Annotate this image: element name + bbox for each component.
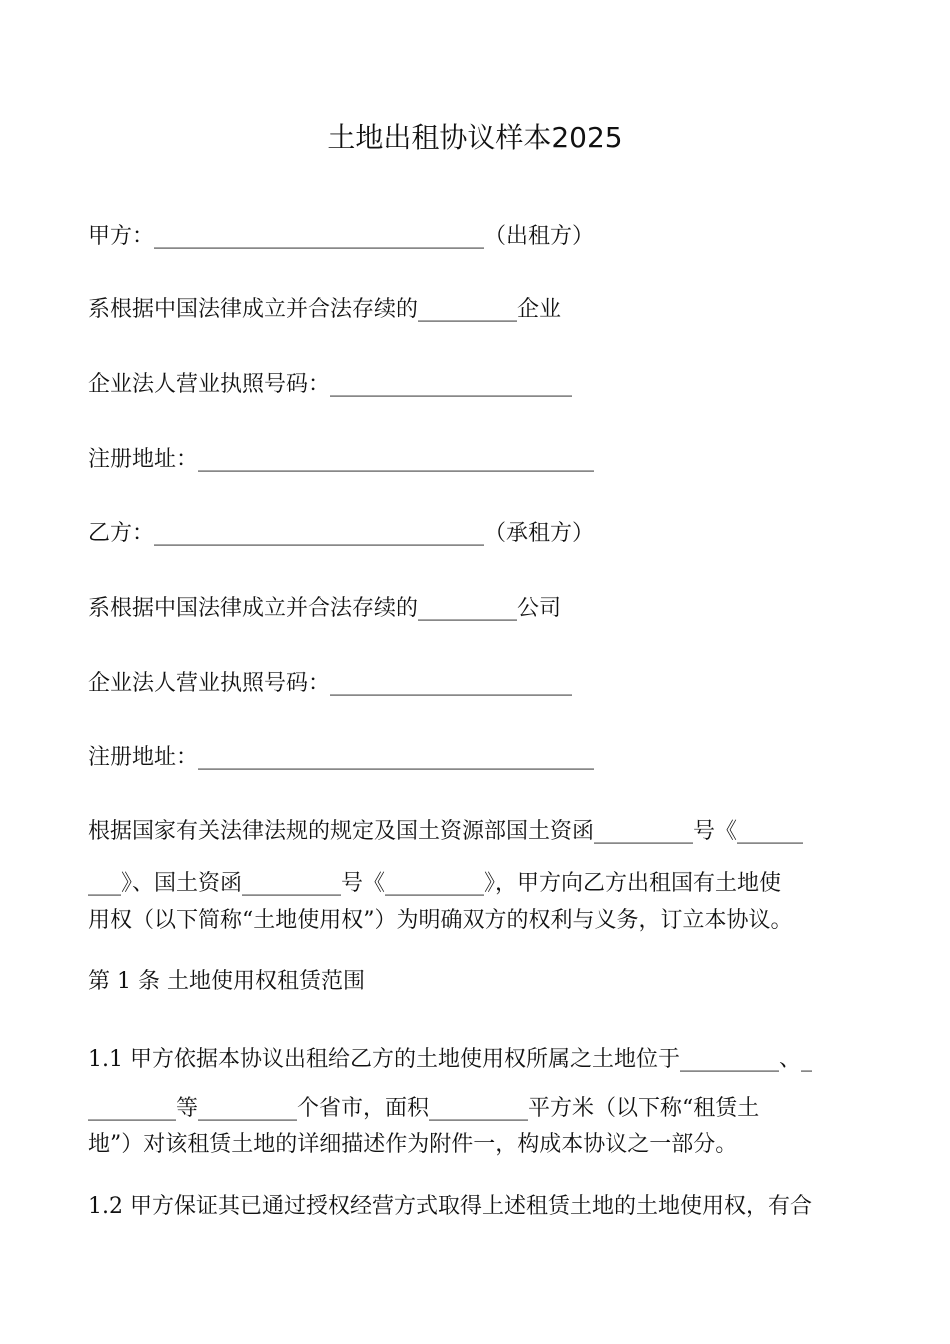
- clause-1-1-line-2: ________等_________个省市，面积_________平方米（以下称“租赁土: [88, 1096, 760, 1121]
- clause-1-1-line-1: 1.1 甲方依据本协议出租给乙方的土地使用权所属之土地位于_________、_: [88, 1047, 812, 1072]
- preamble-line-3: 用权（以下简称“土地使用权”）为明确双方的权利与义务，订立本协议。: [88, 908, 793, 933]
- party-a-enterprise-line: 系根据中国法律成立并合法存续的_________企业: [88, 297, 562, 322]
- party-b-company-line: 系根据中国法律成立并合法存续的_________公司: [88, 596, 562, 621]
- clause-1-2-line-1: 1.2 甲方保证其已通过授权经营方式取得上述租赁土地的土地使用权，有合: [88, 1194, 812, 1219]
- party-b-address-line: 注册地址：____________________________________: [88, 745, 595, 770]
- preamble-line-2: ___》、国土资函_________号《_________》，甲方向乙方出租国有土地使: [88, 871, 782, 896]
- party-a-line: 甲方：______________________________（出租方）: [88, 224, 595, 249]
- party-a-license-line: 企业法人营业执照号码：______________________: [88, 372, 573, 397]
- party-b-license-line: 企业法人营业执照号码：______________________: [88, 671, 573, 696]
- clause-1-1-line-3: 地”）对该租赁土地的详细描述作为附件一，构成本协议之一部分。: [88, 1132, 738, 1157]
- article-1-heading: 第 1 条 土地使用权租赁范围: [88, 969, 365, 994]
- document-title: 土地出租协议样本2025: [327, 121, 623, 154]
- party-b-line: 乙方：______________________________（承租方）: [88, 521, 595, 546]
- preamble-line-1: 根据国家有关法律法规的规定及国土资源部国土资函_________号《______: [88, 819, 804, 844]
- party-a-address-line: 注册地址：____________________________________: [88, 447, 595, 472]
